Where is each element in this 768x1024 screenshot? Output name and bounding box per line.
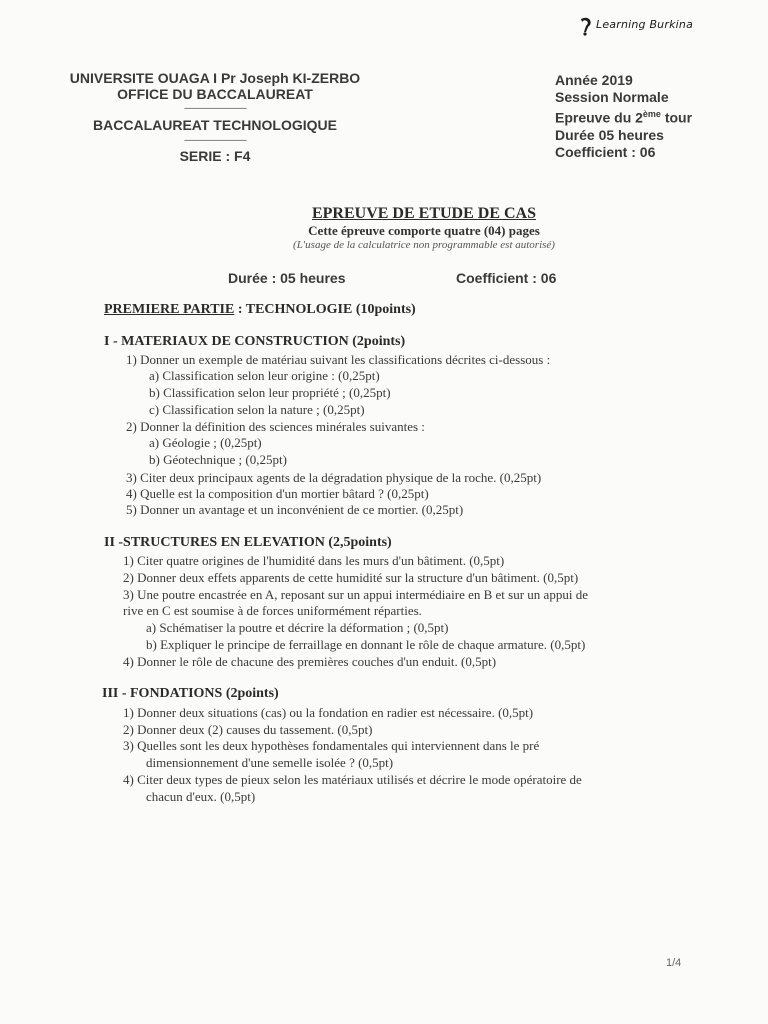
question: 1) Donner deux situations (cas) ou la fondation en radier est nécessaire. (0,5pt) [123,705,534,720]
section-title: II -STRUCTURES EN ELEVATION (2,5points) [104,535,392,550]
question: 4) Donner le rôle de chacune des premières couches d'un enduit. (0,5pt) [123,654,497,669]
question-continued: chacun d'eux. (0,5pt) [146,789,256,804]
sub-question: a) Géologie ; (0,25pt) [149,435,262,450]
sub-question: a) Classification selon leur origine : (0,25pt) [149,368,380,383]
part-subject: : TECHNOLOGIE (10points) [234,302,416,317]
round-post: tour [660,109,693,126]
question: 3) Une poutre encastrée en A, reposant sur un appui intermédiaire en B et sur un appui de [123,587,588,602]
part-label: PREMIERE PARTIE [104,302,235,317]
header-session-info [555,72,755,161]
sub-question: c) Classification selon la nature ; (0,25pt) [149,402,365,417]
sub-question: b) Géotechnique ; (0,25pt) [149,452,287,467]
separator: ------------------------------- [184,135,246,145]
sub-question: a) Schématiser la poutre et décrire la déformation ; (0,5pt) [146,620,449,635]
sub-question: b) Expliquer le principe de ferraillage en donnant le rôle de chaque armature. (0,5pt) [146,637,586,652]
round-pre: Epreuve du 2 [555,109,643,126]
round-sup: ème [642,109,661,119]
question: 4) Quelle est la composition d'un mortier bâtard ? (0,25pt) [126,486,429,501]
sub-question: b) Classification selon leur propriété ; (0,25pt) [149,385,391,400]
office-name: OFFICE DU BACCALAUREAT [117,86,313,102]
exam-type: BACCALAUREAT TECHNOLOGIQUE [93,117,337,133]
calculator-note: (L'usage de la calculatrice non programmable est autorisé) [293,239,555,251]
round [555,106,755,127]
serie: SERIE : F4 [179,148,251,164]
question: 1) Donner un exemple de matériau suivant les classifications décrites ci-dessous : [126,352,551,367]
coefficient: Coefficient : 06 [555,143,656,160]
section-title: I - MATERIAUX DE CONSTRUCTION (2points) [104,334,406,349]
watermark-logo [578,14,718,38]
university-name: UNIVERSITE OUAGA I Pr Joseph KI-ZERBO [69,70,361,86]
question: 2) Donner deux effets apparents de cette humidité sur la structure d'un bâtiment. (0,5pt) [123,570,579,585]
section-title: III - FONDATIONS (2points) [102,686,279,701]
header-institution [30,70,400,164]
question: 2) Donner deux (2) causes du tassement. (0,5pt) [123,722,373,737]
question-continued: rive en C est soumise à de forces uniformément réparties. [123,603,422,618]
separator: ------------------------------- [184,103,246,113]
duration: Durée 05 heures [555,126,664,143]
question: 5) Donner un avantage et un inconvénient de ce mortier. (0,25pt) [126,502,464,517]
question: 3) Citer deux principaux agents de la dégradation physique de la roche. (0,25pt) [126,470,542,485]
question: 1) Citer quatre origines de l'humidité dans les murs d'un bâtiment. (0,5pt) [123,553,505,568]
year: Année 2019 [555,72,633,88]
question: 2) Donner la définition des sciences minérales suivantes : [126,419,425,434]
session: Session Normale [555,89,669,105]
part-title [104,302,416,318]
exam-title: EPREUVE DE ETUDE DE CAS [311,205,537,222]
page-count-note: Cette épreuve comporte quatre (04) pages [308,223,540,238]
learning-burkina-logo-icon [578,16,596,36]
duration-label: Durée : 05 heures [228,270,346,286]
watermark-text: Learning Burkina [596,18,694,31]
page-number: 1/4 [666,957,682,969]
question: 3) Quelles sont les deux hypothèses fondamentales qui interviennent dans le pré [123,738,540,753]
coefficient-label: Coefficient : 06 [456,270,557,286]
question: 4) Citer deux types de pieux selon les matériaux utilisés et décrire le mode opératoire de [123,772,582,787]
question-continued: dimensionnement d'une semelle isolée ? (0,5pt) [146,755,394,770]
